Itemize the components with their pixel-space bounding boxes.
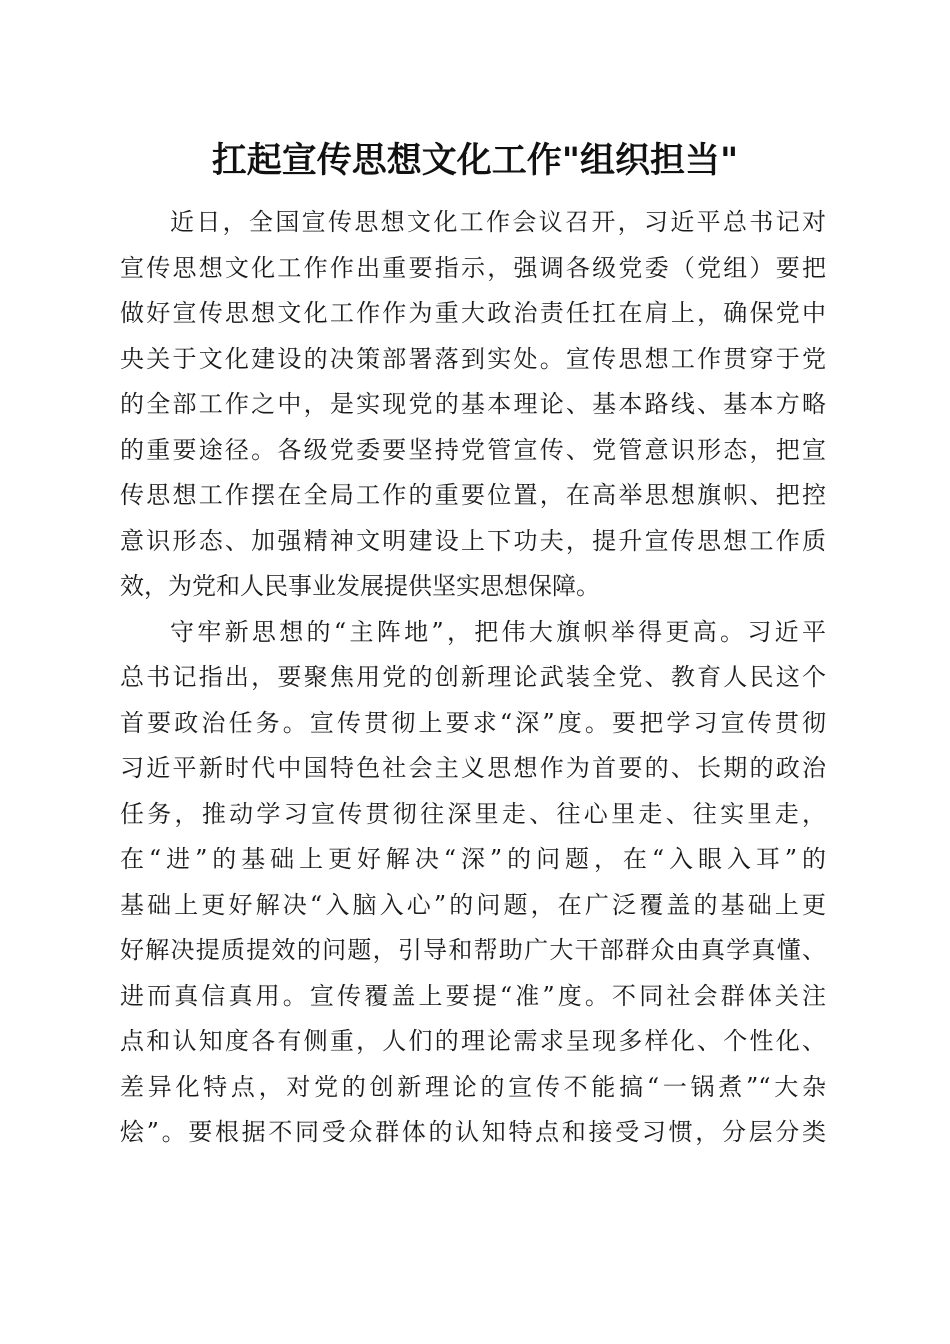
paragraph-2-line: 点和认知度各有侧重，人们的理论需求呈现多样化、个性化、	[120, 1027, 826, 1055]
paragraph-2-line: 基础上更好解决“入脑入心”的问题，在广泛覆盖的基础上更	[120, 890, 826, 919]
paragraph-2-line: 差异化特点，对党的创新理论的宣传不能搞“一锅煮”“大杂	[120, 1072, 826, 1101]
paragraph-1-line: 的全部工作之中，是实现党的基本理论、基本路线、基本方略	[120, 390, 826, 418]
paragraph-2-line: 总书记指出，要聚焦用党的创新理论武装全党、教育人民这个	[120, 663, 826, 691]
paragraph-1-line: 做好宣传思想文化工作作为重大政治责任扛在肩上，确保党中	[120, 299, 826, 327]
paragraph-2-line: 进而真信真用。宣传覆盖上要提“准”度。不同社会群体关注	[120, 981, 826, 1010]
paragraph-1-line: 效，为党和人民事业发展提供坚实思想保障。	[120, 572, 600, 600]
paragraph-2-line: 守牢新思想的“主阵地”，把伟大旗帜举得更高。习近平	[170, 617, 826, 646]
paragraph-2-line: 习近平新时代中国特色社会主义思想作为首要的、长期的政治	[120, 754, 826, 782]
paragraph-1-line: 的重要途径。各级党委要坚持党管宣传、党管意识形态，把宣	[120, 435, 826, 464]
paragraph-1-line: 意识形态、加强精神文明建设上下功夫，提升宣传思想工作质	[120, 526, 826, 555]
paragraph-2-line: 首要政治任务。宣传贯彻上要求“深”度。要把学习宣传贯彻	[120, 708, 826, 737]
paragraph-1-line: 传思想工作摆在全局工作的重要位置，在高举思想旗帜、把控	[120, 481, 826, 509]
paragraph-1-line: 近日，全国宣传思想文化工作会议召开，习近平总书记对	[170, 208, 826, 236]
document-title: 扛起宣传思想文化工作"组织担当"	[211, 140, 739, 181]
paragraph-2-line: 好解决提质提效的问题，引导和帮助广大干部群众由真学真懂、	[120, 936, 826, 964]
paragraph-2-line: 在“进”的基础上更好解决“深”的问题，在“入眼入耳”的	[120, 845, 826, 873]
paragraph-2-line: 任务，推动学习宣传贯彻往深里走、往心里走、往实里走，	[120, 799, 826, 828]
paragraph-1-line: 宣传思想文化工作作出重要指示，强调各级党委（党组）要把	[120, 253, 826, 282]
paragraph-1-line: 央关于文化建设的决策部署落到实处。宣传思想工作贯穿于党	[120, 344, 826, 373]
document-body	[120, 200, 826, 1156]
paragraph-2-line: 烩”。要根据不同受众群体的认知特点和接受习惯，分层分类	[120, 1118, 826, 1146]
